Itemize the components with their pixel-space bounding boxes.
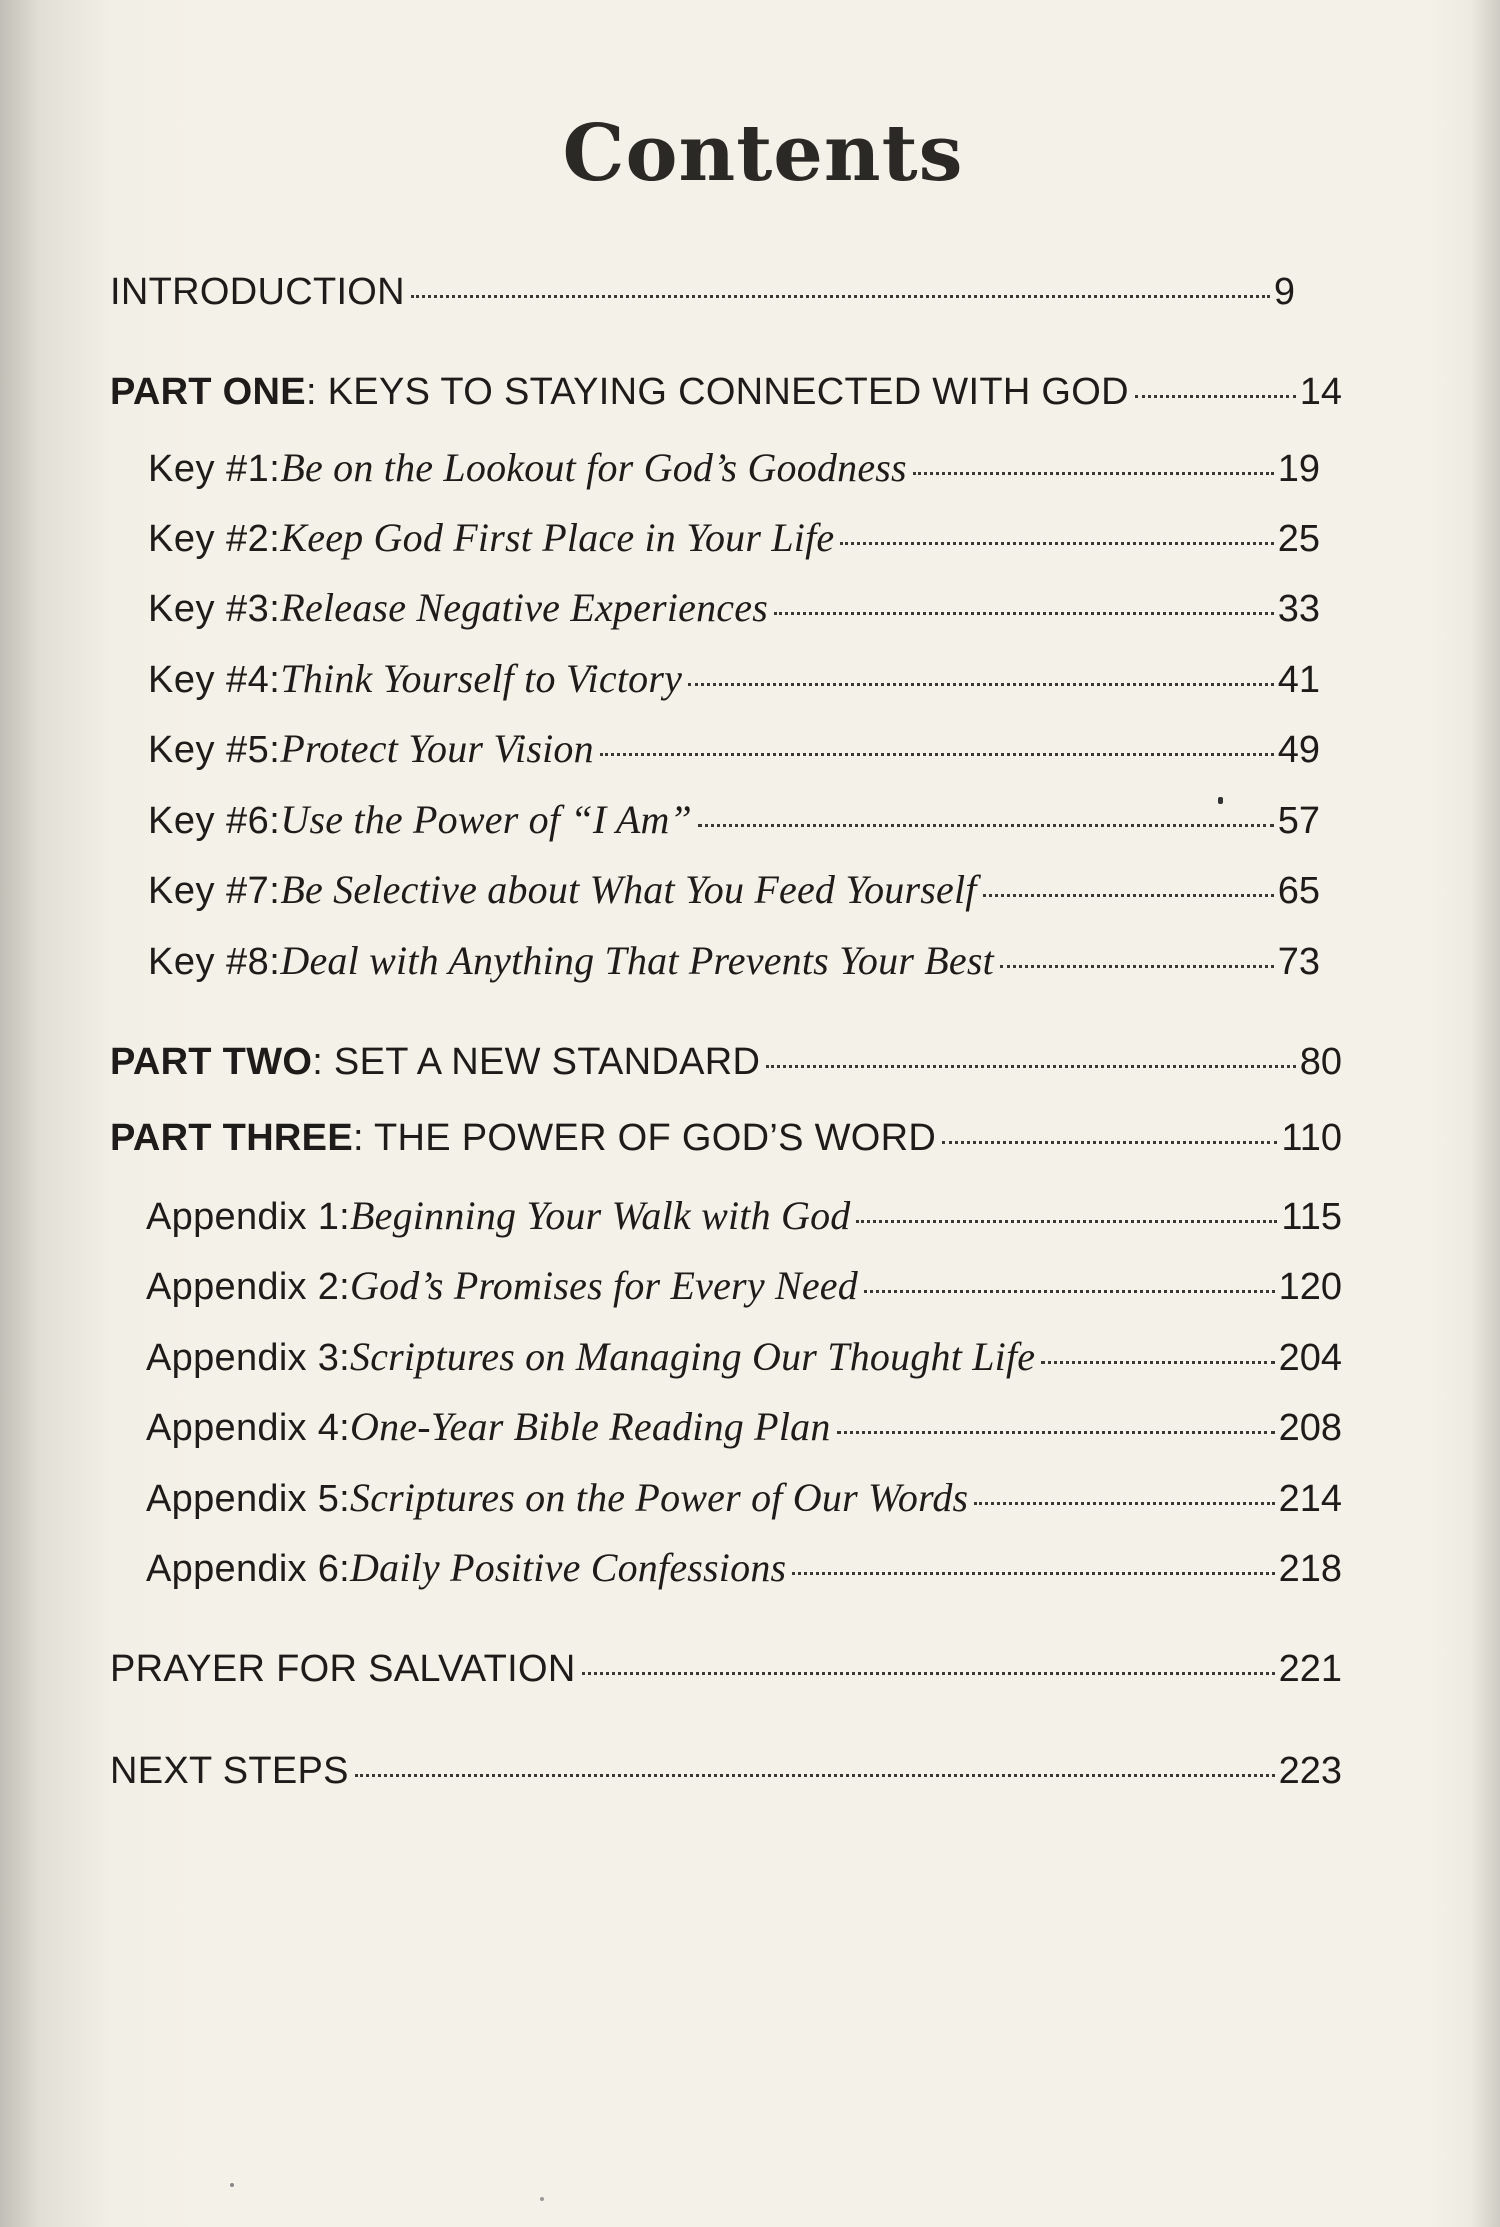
key-title: Be on the Lookout for God’s Goodness bbox=[280, 445, 907, 490]
toc-entry-key-3 bbox=[148, 582, 1320, 635]
page-number: 218 bbox=[1278, 1548, 1342, 1590]
appendix-title: Scriptures on Managing Our Thought Life bbox=[350, 1334, 1036, 1379]
part-label: PART TWO bbox=[110, 1041, 313, 1083]
toc-label: NEXT STEPS bbox=[110, 1750, 349, 1792]
appendix-title: One-Year Bible Reading Plan bbox=[350, 1404, 831, 1449]
part-label: PART ONE bbox=[110, 371, 306, 413]
part-title: : SET A NEW STANDARD bbox=[312, 1041, 761, 1083]
part-label: PART THREE bbox=[110, 1117, 353, 1159]
page-number: 9 bbox=[1273, 271, 1295, 313]
key-title: Protect Your Vision bbox=[280, 726, 594, 771]
print-speck bbox=[230, 2183, 234, 2187]
appendix-title: Daily Positive Confessions bbox=[350, 1545, 787, 1590]
dot-leader bbox=[840, 542, 1273, 545]
key-title: Be Selective about What You Feed Yourself bbox=[280, 867, 977, 912]
key-title: Deal with Anything That Prevents Your Best bbox=[280, 938, 994, 983]
dot-leader bbox=[837, 1431, 1275, 1434]
toc-entry-part-two bbox=[110, 1036, 1342, 1088]
page-number: 110 bbox=[1281, 1117, 1342, 1159]
page-number: 57 bbox=[1277, 800, 1320, 842]
dot-leader bbox=[792, 1572, 1274, 1575]
dot-leader bbox=[974, 1502, 1274, 1505]
dot-leader bbox=[355, 1774, 1275, 1777]
key-title: Use the Power of “I Am” bbox=[280, 797, 693, 842]
page-number: 41 bbox=[1277, 659, 1320, 701]
appendix-prefix: Appendix 5: bbox=[146, 1478, 351, 1520]
toc-entry-appendix-6 bbox=[146, 1542, 1342, 1595]
appendix-title: Scriptures on the Power of Our Words bbox=[350, 1475, 969, 1520]
part-title: : THE POWER OF GOD’S WORD bbox=[352, 1117, 937, 1159]
page-number: 208 bbox=[1278, 1407, 1342, 1449]
page-number: 204 bbox=[1278, 1337, 1342, 1379]
print-speck bbox=[540, 2197, 544, 2201]
toc-entry-key-7 bbox=[148, 864, 1320, 917]
key-prefix: Key #1: bbox=[148, 448, 281, 490]
key-prefix: Key #2: bbox=[148, 518, 281, 560]
dot-leader bbox=[856, 1220, 1277, 1223]
toc-entry-part-three bbox=[110, 1112, 1342, 1164]
page-number: 65 bbox=[1277, 870, 1320, 912]
toc-entry-next-steps bbox=[110, 1745, 1342, 1797]
dot-leader bbox=[1000, 965, 1274, 968]
key-prefix: Key #3: bbox=[148, 588, 281, 630]
appendix-prefix: Appendix 4: bbox=[146, 1407, 351, 1449]
toc-entry-prayer-for-salvation bbox=[110, 1643, 1342, 1695]
toc-entry-key-8 bbox=[148, 935, 1320, 988]
toc-entry-key-1 bbox=[148, 442, 1320, 495]
page-number: 14 bbox=[1299, 371, 1342, 413]
dot-leader bbox=[411, 295, 1270, 298]
page-number: 120 bbox=[1278, 1266, 1342, 1308]
appendix-prefix: Appendix 3: bbox=[146, 1337, 351, 1379]
key-prefix: Key #5: bbox=[148, 729, 281, 771]
page-number: 19 bbox=[1277, 448, 1320, 490]
part-title: : KEYS TO STAYING CONNECTED WITH GOD bbox=[305, 371, 1129, 413]
toc-entry-appendix-3 bbox=[146, 1331, 1342, 1384]
appendix-title: Beginning Your Walk with God bbox=[350, 1193, 851, 1238]
dot-leader bbox=[774, 612, 1274, 615]
toc-entry-part-one bbox=[110, 366, 1342, 418]
toc-entry-key-4 bbox=[148, 653, 1320, 706]
key-prefix: Key #6: bbox=[148, 800, 281, 842]
page-number: 80 bbox=[1299, 1041, 1342, 1083]
key-title: Keep God First Place in Your Life bbox=[280, 515, 835, 560]
page-number: 221 bbox=[1278, 1648, 1342, 1690]
toc-entry-key-5 bbox=[148, 723, 1320, 776]
key-prefix: Key #7: bbox=[148, 870, 281, 912]
dot-leader bbox=[942, 1141, 1277, 1144]
page-number: 214 bbox=[1278, 1478, 1342, 1520]
toc-entry-introduction bbox=[110, 266, 1295, 318]
toc-entry-key-2 bbox=[148, 512, 1320, 565]
dot-leader bbox=[582, 1672, 1275, 1675]
page-number: 33 bbox=[1277, 588, 1320, 630]
key-prefix: Key #4: bbox=[148, 659, 281, 701]
page-number: 25 bbox=[1277, 518, 1320, 560]
toc-entry-key-6 bbox=[148, 794, 1320, 847]
appendix-prefix: Appendix 2: bbox=[146, 1266, 351, 1308]
dot-leader bbox=[1041, 1361, 1274, 1364]
toc-label: INTRODUCTION bbox=[110, 271, 405, 313]
appendix-title: God’s Promises for Every Need bbox=[350, 1263, 858, 1308]
key-title: Think Yourself to Victory bbox=[280, 656, 683, 701]
appendix-prefix: Appendix 1: bbox=[146, 1196, 351, 1238]
key-title: Release Negative Experiences bbox=[280, 585, 768, 630]
toc-entry-appendix-2 bbox=[146, 1260, 1342, 1313]
dot-leader bbox=[913, 472, 1274, 475]
dot-leader bbox=[698, 824, 1274, 827]
page-number: 73 bbox=[1277, 941, 1320, 983]
dot-leader bbox=[864, 1290, 1275, 1293]
toc-entry-appendix-1 bbox=[146, 1190, 1342, 1243]
key-prefix: Key #8: bbox=[148, 941, 281, 983]
toc-label: PRAYER FOR SALVATION bbox=[110, 1648, 576, 1690]
page-number: 115 bbox=[1281, 1196, 1342, 1238]
print-speck bbox=[1218, 797, 1223, 804]
dot-leader bbox=[766, 1065, 1295, 1068]
dot-leader bbox=[983, 894, 1274, 897]
page-number: 223 bbox=[1278, 1750, 1342, 1792]
toc-entry-appendix-4 bbox=[146, 1401, 1342, 1454]
dot-leader bbox=[1135, 395, 1296, 398]
toc-entry-appendix-5 bbox=[146, 1472, 1342, 1525]
dot-leader bbox=[600, 753, 1274, 756]
page-number: 49 bbox=[1277, 729, 1320, 771]
dot-leader bbox=[688, 683, 1274, 686]
page-title: Contents bbox=[562, 108, 964, 199]
appendix-prefix: Appendix 6: bbox=[146, 1548, 351, 1590]
